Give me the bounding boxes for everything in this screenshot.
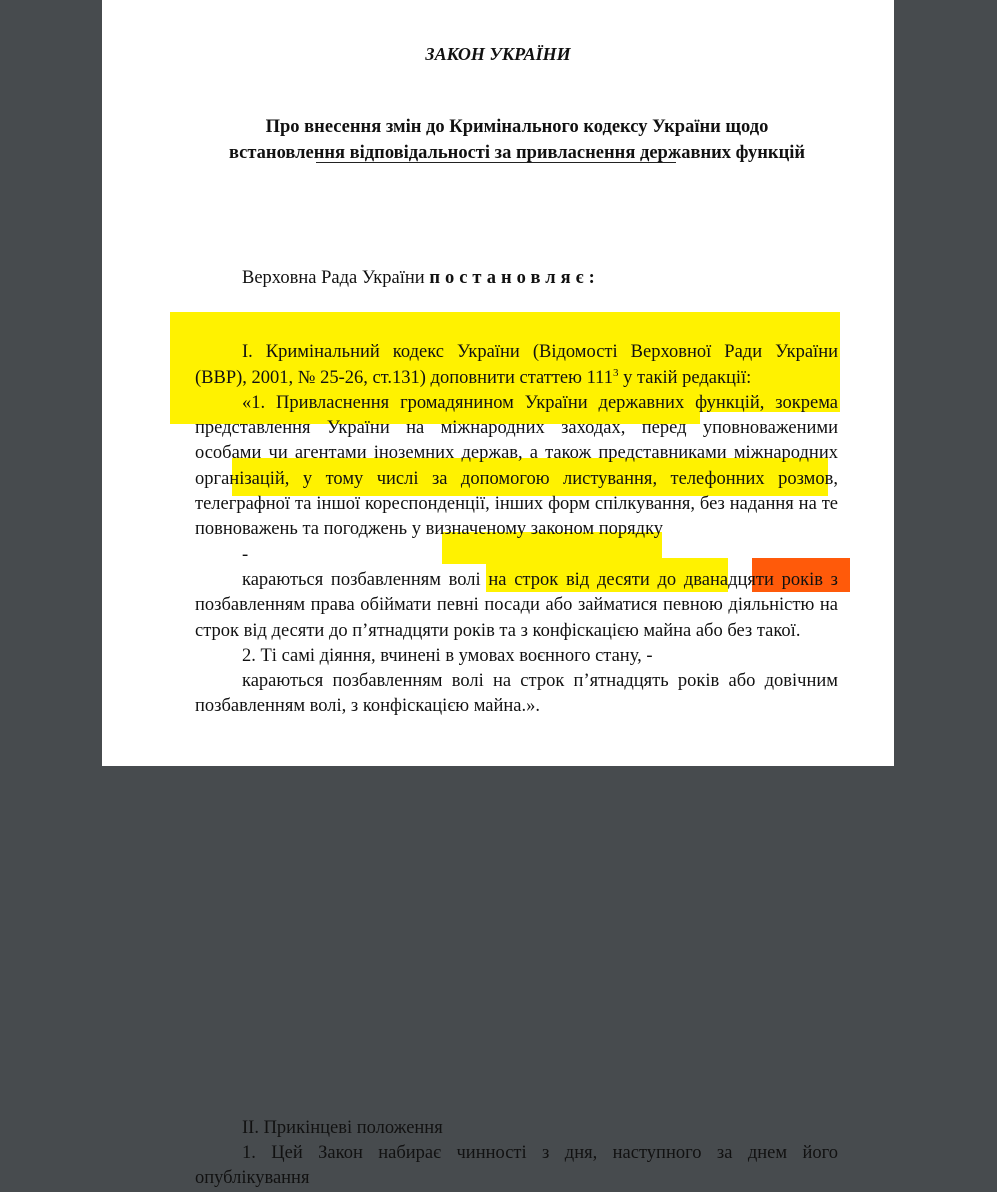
part-2-line-1: 2. Ті самі діяння, вчинені в умовах воєнного стану, - — [242, 645, 653, 666]
section-1-line-2-tail: у такій редакції: — [618, 367, 752, 388]
penalty-line-2: позбавленням права обіймати певні посади або займатися певною діяльністю на — [195, 595, 838, 616]
part-2-penalty-line-2: позбавленням волі, з конфіскацією майна.». — [195, 696, 541, 717]
article-line-6: повноважень та погоджень у визначеному законом порядку — [195, 519, 664, 540]
article-line-1: «1. Привласнення громадянином України державних функцій, зокрема — [242, 392, 838, 413]
section-1-line-2-text: (ВВР), 2001, № 25-26, ст.131) доповнити статтею 111 — [195, 367, 613, 388]
article-dash: - — [242, 544, 249, 565]
article-line-3: особами чи агентами іноземних держав, а також представниками міжнародних — [195, 443, 838, 464]
article-number-superscript: 3 — [612, 366, 619, 379]
section-1-line-1: І. Кримінальний кодекс України (Відомості Верховної Ради України — [242, 342, 838, 363]
section-2-heading: ІІ. Прикінцеві положення — [242, 1117, 443, 1138]
document-subtitle — [202, 114, 832, 166]
part-2-penalty-line-1: караються позбавленням волі на строк п’ятнадцять років або довічним — [242, 671, 838, 692]
article-line-4: організацій, у тому числі за допомогою листування, телефонних розмов, — [195, 468, 838, 489]
penalty-line-1: караються позбавленням волі на строк від десяти до дванадцяти років з — [242, 569, 838, 590]
document-page — [102, 0, 894, 1189]
section-2-line-1: 1. Цей Закон набирає чинності з дня, наступного за днем його — [242, 1143, 838, 1164]
article-line-5: телеграфної та іншої кореспонденції, інших форм спілкування, без надання на те — [195, 494, 838, 515]
section-2-line-2: опублікування — [195, 1168, 310, 1189]
article-line-2: представлення України на міжнародних заходах, перед уповноваженими — [195, 418, 838, 439]
subtitle-line-2: встановлення відповідальності за привласнення державних функцій — [228, 143, 806, 163]
document-title: ЗАКОН УКРАЇНИ — [425, 44, 571, 64]
section-1-line-2 — [195, 366, 838, 391]
preamble — [195, 266, 838, 291]
section-2 — [195, 1116, 838, 1192]
penalty-line-3: строк від десяти до п’ятнадцяти років та з конфіскацією майна або без такої. — [195, 620, 801, 641]
preamble-decree: постановляє: — [429, 268, 600, 288]
subtitle-line-1: Про внесення змін до Кримінального кодексу України щодо — [265, 117, 769, 137]
preamble-prefix: Верховна Рада України — [242, 268, 430, 288]
section-1 — [195, 340, 838, 719]
